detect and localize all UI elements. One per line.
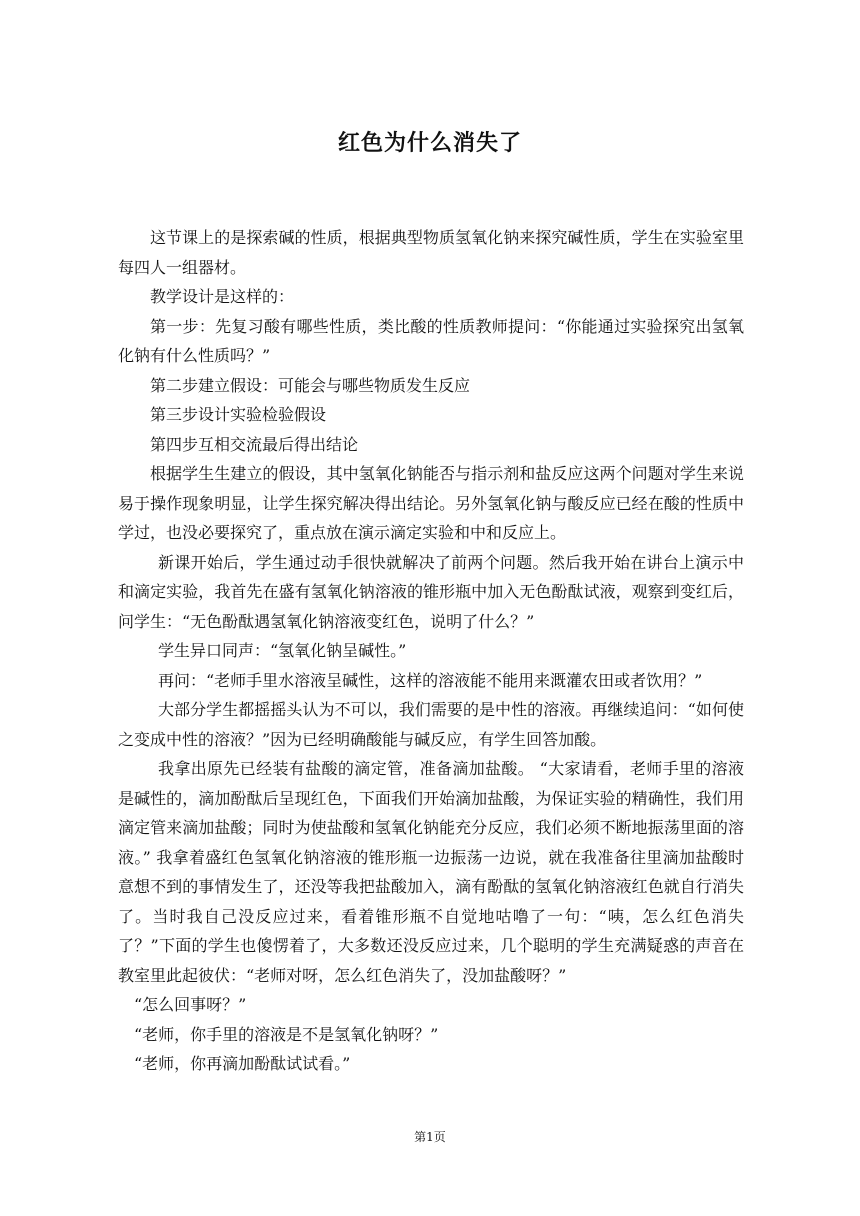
paragraph: 第一步：先复习酸有哪些性质，类比酸的性质教师提问：“你能通过实验探究出氢氧化钠有什么性质吗？” bbox=[118, 316, 744, 365]
paragraph: 第四步互相交流最后得出结论 bbox=[150, 434, 359, 454]
page-title: 红色为什么消失了 bbox=[337, 130, 522, 156]
dialogue-line: “老师，你手里的溶液是不是氢氧化钠呀？” bbox=[134, 1024, 439, 1044]
dialogue-line: “老师，你再滴加酚酞试试看。” bbox=[134, 1054, 351, 1073]
paragraph: 学生异口同声：“氢氧化钠呈碱性。” bbox=[158, 641, 407, 660]
paragraph: 根据学生生建立的假设，其中氢氧化钠能否与指示剂和盐反应这两个问题对学生来说易于操作现象明显，让学生探究解决得出结论。另外氢氧化钠与酸反应已经在酸的性质中学过，也没必要探究了，重点放在演示滴定实验和中和反应上。 bbox=[118, 464, 744, 542]
paragraph: 第二步建立假设：可能会与哪些物质发生反应 bbox=[150, 375, 471, 395]
article-body bbox=[118, 223, 744, 1079]
paragraph: 我拿出原先已经装有盐酸的滴定管，准备滴加盐酸。 “大家请看，老师手里的溶液是碱性的，滴加酚酞后呈现红色，下面我们开始滴加盐酸，为保证实验的精确性，我们用滴定管来滴加盐酸；同时为使盐酸和氢氧化钠能充分反应，我们必须不断地振荡里面的溶液。” 我拿着盛红色氢氧化钠溶液的锥形瓶一边振荡一边说，就在我准备往里滴加盐酸时意想不到的事情发生了，还没等我把盐酸加入，滴有酚酞的氢氧化钠溶液红色就自行消失了。当时我自己没反应过来，看着锥形瓶不自觉地咕噜了一句：“咦，怎么红色消失了？”下面的学生也傻愣着了，大多数还没反应过来，几个聪明的学生充满疑惑的声音在教室里此起彼伏：“老师对呀，怎么红色消失了，没加盐酸呀？” bbox=[118, 759, 744, 985]
dialogue-line: “怎么回事呀？” bbox=[134, 995, 247, 1014]
paragraph: 教学设计是这样的： bbox=[150, 287, 295, 306]
paragraph: 再问：“老师手里水溶液呈碱性，这样的溶液能不能用来溉灌农田或者饮用？” bbox=[158, 670, 703, 690]
paragraph: 大部分学生都摇摇头认为不可以，我们需要的是中性的溶液。再继续追问：“如何使之变成中性的溶液？”因为已经明确酸能与碱反应，有学生回答加酸。 bbox=[118, 700, 744, 749]
paragraph: 新课开始后，学生通过动手很快就解决了前两个问题。然后我开始在讲台上演示中和滴定实验，我首先在盛有氢氧化钠溶液的锥形瓶中加入无色酚酞试液，观察到变红后，问学生：“无色酚酞遇氢氧化钠溶液变红色，说明了什么？” bbox=[118, 552, 744, 631]
page-number: 第1页 bbox=[414, 1130, 446, 1144]
paragraph: 第三步设计实验检验假设 bbox=[150, 405, 327, 424]
paragraph: 这节课上的是探索碱的性质，根据典型物质氢氧化钠来探究碱性质，学生在实验室里每四人一组器材。 bbox=[118, 228, 744, 277]
